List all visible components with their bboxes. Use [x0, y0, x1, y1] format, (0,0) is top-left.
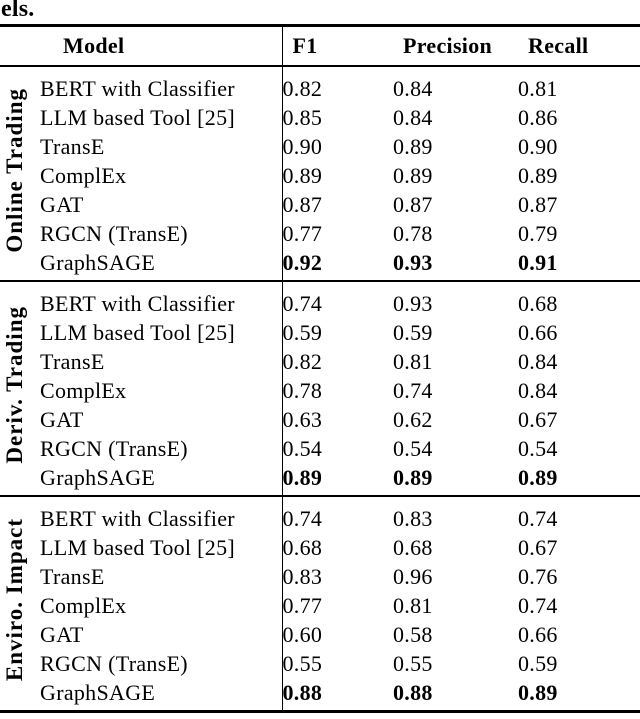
precision-value-cell: 0.78	[393, 221, 433, 246]
f1-value-cell: 0.83	[282, 562, 393, 591]
table-row	[0, 248, 640, 281]
table-section	[0, 281, 640, 496]
model-name-cell: BERT with Classifier	[40, 291, 235, 316]
f1-value-cell: 0.60	[282, 620, 393, 649]
recall-value-cell: 0.76	[518, 564, 558, 589]
recall-value-cell: 0.87	[518, 192, 558, 217]
table-row	[0, 405, 640, 434]
section-label-cell	[0, 496, 40, 712]
table-row	[0, 66, 640, 103]
precision-value-cell: 0.68	[393, 535, 433, 560]
table-row	[0, 562, 640, 591]
precision-value-cell: 0.81	[393, 593, 433, 618]
precision-value-cell: 0.93	[393, 291, 433, 316]
table-row	[0, 678, 640, 712]
section-group-label: Online Trading	[2, 87, 27, 253]
table-row	[0, 376, 640, 405]
recall-value-cell: 0.74	[518, 506, 558, 531]
section-label-cell	[0, 66, 40, 281]
f1-value-cell: 0.89	[282, 463, 393, 496]
model-name-cell: BERT with Classifier	[40, 76, 235, 101]
f1-value-cell: 0.82	[282, 347, 393, 376]
f1-value-cell: 0.54	[282, 434, 393, 463]
table-section	[0, 496, 640, 712]
model-name-cell: RGCN (TransE)	[40, 651, 188, 676]
recall-value-cell: 0.81	[518, 76, 558, 101]
table-row	[0, 103, 640, 132]
f1-value-cell: 0.90	[282, 132, 393, 161]
recall-value-cell: 0.79	[518, 221, 558, 246]
f1-value-cell: 0.74	[282, 496, 393, 533]
precision-value-cell: 0.83	[393, 506, 433, 531]
table-row	[0, 591, 640, 620]
precision-value-cell: 0.96	[393, 564, 433, 589]
recall-value-cell: 0.67	[518, 535, 558, 560]
table-row	[0, 347, 640, 376]
recall-value-cell: 0.59	[518, 651, 558, 676]
recall-value-cell: 0.86	[518, 105, 558, 130]
precision-value-cell: 0.81	[393, 349, 433, 374]
model-name-cell: GAT	[40, 407, 84, 432]
precision-value-cell: 0.54	[393, 436, 433, 461]
column-header-f1: F1	[282, 26, 393, 67]
precision-value-cell: 0.59	[393, 320, 433, 345]
header-spacer	[0, 26, 40, 67]
precision-value-cell: 0.89	[393, 134, 433, 159]
precision-value-cell: 0.55	[393, 651, 433, 676]
recall-value-cell: 0.66	[518, 622, 558, 647]
table-row	[0, 434, 640, 463]
recall-value-cell: 0.89	[518, 680, 558, 705]
recall-value-cell: 0.68	[518, 291, 558, 316]
header-row	[0, 26, 640, 67]
table-row	[0, 649, 640, 678]
precision-value-cell: 0.89	[393, 465, 433, 490]
f1-value-cell: 0.63	[282, 405, 393, 434]
table-row	[0, 533, 640, 562]
model-name-cell: LLM based Tool [25]	[40, 535, 235, 560]
model-name-cell: GAT	[40, 622, 84, 647]
precision-value-cell: 0.84	[393, 76, 433, 101]
recall-value-cell: 0.66	[518, 320, 558, 345]
section-label-cell	[0, 281, 40, 496]
f1-value-cell: 0.82	[282, 66, 393, 103]
model-name-cell: ComplEx	[40, 593, 127, 618]
column-header-precision: Precision	[393, 26, 518, 67]
caption-fragment: els.	[1, 0, 35, 22]
model-name-cell: GraphSAGE	[40, 680, 156, 705]
precision-value-cell: 0.74	[393, 378, 433, 403]
model-name-cell: RGCN (TransE)	[40, 436, 188, 461]
table-row	[0, 219, 640, 248]
table-row	[0, 496, 640, 533]
section-group-label: Deriv. Trading	[2, 306, 27, 464]
recall-value-cell: 0.90	[518, 134, 558, 159]
recall-value-cell: 0.74	[518, 593, 558, 618]
model-name-cell: LLM based Tool [25]	[40, 105, 235, 130]
model-name-cell: RGCN (TransE)	[40, 221, 188, 246]
precision-value-cell: 0.62	[393, 407, 433, 432]
f1-value-cell: 0.59	[282, 318, 393, 347]
recall-value-cell: 0.84	[518, 378, 558, 403]
model-name-cell: TransE	[40, 134, 105, 159]
model-name-cell: BERT with Classifier	[40, 506, 235, 531]
results-table	[0, 24, 640, 713]
model-name-cell: GAT	[40, 192, 84, 217]
f1-value-cell: 0.68	[282, 533, 393, 562]
f1-value-cell: 0.74	[282, 281, 393, 318]
column-header-model: Model	[40, 26, 282, 67]
table-row	[0, 132, 640, 161]
f1-value-cell: 0.89	[282, 161, 393, 190]
f1-value-cell: 0.78	[282, 376, 393, 405]
precision-value-cell: 0.84	[393, 105, 433, 130]
table-row	[0, 190, 640, 219]
recall-value-cell: 0.67	[518, 407, 558, 432]
recall-value-cell: 0.89	[518, 465, 558, 490]
table-row	[0, 318, 640, 347]
table-row	[0, 463, 640, 496]
recall-value-cell: 0.54	[518, 436, 558, 461]
recall-value-cell: 0.89	[518, 163, 558, 188]
f1-value-cell: 0.88	[282, 678, 393, 712]
f1-value-cell: 0.77	[282, 591, 393, 620]
model-name-cell: TransE	[40, 349, 105, 374]
f1-value-cell: 0.85	[282, 103, 393, 132]
precision-value-cell: 0.87	[393, 192, 433, 217]
model-name-cell: LLM based Tool [25]	[40, 320, 235, 345]
f1-value-cell: 0.55	[282, 649, 393, 678]
precision-value-cell: 0.58	[393, 622, 433, 647]
table-header	[0, 26, 640, 67]
f1-value-cell: 0.77	[282, 219, 393, 248]
model-name-cell: GraphSAGE	[40, 465, 156, 490]
recall-value-cell: 0.91	[518, 250, 558, 275]
table-section	[0, 66, 640, 281]
table-row	[0, 281, 640, 318]
model-name-cell: GraphSAGE	[40, 250, 156, 275]
column-header-recall: Recall	[518, 26, 640, 67]
section-group-label: Enviro. Impact	[2, 518, 27, 682]
f1-value-cell: 0.92	[282, 248, 393, 281]
model-name-cell: ComplEx	[40, 163, 127, 188]
precision-value-cell: 0.93	[393, 250, 433, 275]
precision-value-cell: 0.89	[393, 163, 433, 188]
precision-value-cell: 0.88	[393, 680, 433, 705]
table-row	[0, 161, 640, 190]
model-name-cell: ComplEx	[40, 378, 127, 403]
f1-value-cell: 0.87	[282, 190, 393, 219]
recall-value-cell: 0.84	[518, 349, 558, 374]
table-row	[0, 620, 640, 649]
model-name-cell: TransE	[40, 564, 105, 589]
